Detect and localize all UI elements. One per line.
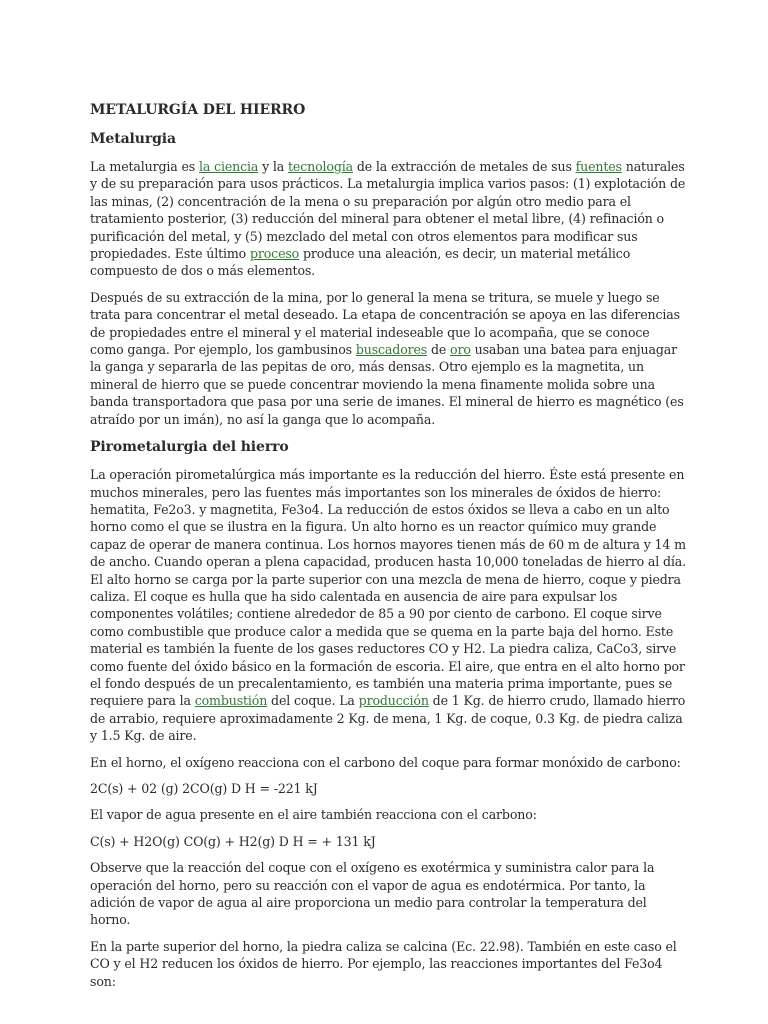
paragraph-intro bbox=[90, 158, 686, 280]
text-run: usaban una batea para enjuagar la ganga y separarla de las pepitas de oro, más densas. Otro ejemplo es la magnetita, un mineral de hierro que se puede concentrar moviendo la mena finamente molida sobre una banda transportadora que pasa por una serie de imanes. El mineral de hierro es magnético (es atraído por un imán), no así la ganga que lo acompaña. bbox=[90, 342, 684, 427]
inline-link[interactable]: oro bbox=[450, 342, 471, 358]
text-run: La metalurgia es bbox=[90, 159, 199, 174]
section-heading-pirometalurgia: Pirometalurgia del hierro bbox=[90, 439, 289, 456]
section-heading-metalurgia: Metalurgia bbox=[90, 131, 176, 147]
text-run: La operación pirometalúrgica más importante es la reducción del hierro. Éste está presente en muchos minerales, pero las fuentes más importantes son los minerales de óxidos de hierro: hematita, Fe2o3. y magnetita, Fe3o4. La reducción de estos óxidos se lleva a cabo en un alto horno como el que se ilustra en la figura. Un alto horno es un reactor químico muy grande capaz de operar de manera continua. Los hornos mayores tienen más de 60 m de altura y 14 m de ancho. Cuando operan a plena capacidad, producen hasta 10,000 toneladas de hierro al día. El alto horno se carga por la parte superior con una mezcla de mena de hierro, coque y piedra caliza. El coque es hulla que ha sido calentada en ausencia de aire para expulsar los componentes volátiles; contiene alrededor de 85 a 90 por ciento de carbono. El coque sirve como combustible que produce calor a medida que se quema en la parte baja del horno. Este material es también la fuente de los gases reductores CO y H2. La piedra caliza, CaCo3, sirve como fuente del óxido básico en la formación de escoria. El aire, que entra en el alto horno por el fondo después de un precalentamiento, es también una materia prima importante, pues se requiere para la bbox=[90, 467, 686, 709]
equation-water-gas: C(s) + H2O(g) CO(g) + H2(g) D H = + 131 kJ bbox=[90, 833, 376, 849]
paragraph-concentration bbox=[90, 289, 686, 428]
text-run: produce una aleación, es decir, un material metálico compuesto de dos o más elementos. bbox=[90, 246, 631, 279]
document-body bbox=[90, 100, 686, 999]
inline-link[interactable]: combustión bbox=[194, 693, 268, 709]
inline-link[interactable]: fuentes bbox=[575, 159, 622, 174]
text-run: y la bbox=[258, 159, 289, 174]
inline-link[interactable]: buscadores bbox=[355, 342, 428, 358]
paragraph-limestone: En la parte superior del horno, la piedra caliza se calcina (Ec. 22.98). También en este caso el CO y el H2 reducen los óxidos de hierro. Por ejemplo, las reacciones importantes del Fe3o4 son: bbox=[90, 938, 677, 989]
inline-link[interactable]: tecnología bbox=[288, 159, 353, 174]
paragraph-water-vapor: El vapor de agua presente en el aire también reacciona con el carbono: bbox=[90, 807, 537, 823]
text-run: de bbox=[427, 342, 451, 358]
text-run: naturales y de su preparación para usos prácticos. La metalurgia implica varios pasos: (1) explotación de las minas, (2) concentración de la mena o su preparación por algún otro medio para el tratamiento posterior, (3) reducción del mineral para obtener el metal libre, (4) refinación o purificación del metal, y (5) mezclado del metal con otros elementos para modificar sus propiedades. Este último bbox=[90, 159, 686, 262]
paragraph-exothermic: Observe que la reacción del coque con el oxígeno es exotérmica y suministra calor para la operación del horno, pero su reacción con el vapor de agua es endotérmica. Por tanto, la adición de vapor de agua al aire proporciona un medio para controlar la temperatura del horno. bbox=[90, 860, 655, 928]
text-run: de la extracción de metales de sus bbox=[352, 159, 576, 174]
inline-link[interactable]: producción bbox=[358, 693, 429, 709]
text-run: de 1 Kg. de hierro crudo, llamado hierro de arrabio, requiere aproximadamente 2 Kg. de mena, 1 Kg. de coque, 0.3 Kg. de piedra caliza y 1.5 Kg. de aire. bbox=[90, 693, 686, 744]
inline-link[interactable]: la ciencia bbox=[198, 159, 259, 174]
document-title: METALURGÍA DEL HIERRO bbox=[90, 102, 306, 118]
inline-link[interactable]: proceso bbox=[249, 246, 300, 262]
paragraph-oxygen-reaction: En el horno, el oxígeno reacciona con el carbono del coque para formar monóxido de carbono: bbox=[90, 754, 681, 770]
text-run: del coque. La bbox=[267, 693, 359, 709]
equation-carbon-monoxide: 2C(s) + 02 (g) 2CO(g) D H = -221 kJ bbox=[90, 781, 318, 796]
paragraph-blast-furnace bbox=[90, 466, 686, 745]
text-run: Después de su extracción de la mina, por lo general la mena se tritura, se muele y luego se trata para concentrar el metal deseado. La etapa de concentración se apoya en las diferencias de propiedades entre el mineral y el material indeseable que lo acompaña, que se conoce como ganga. Por ejemplo, los gambusinos bbox=[90, 289, 680, 358]
